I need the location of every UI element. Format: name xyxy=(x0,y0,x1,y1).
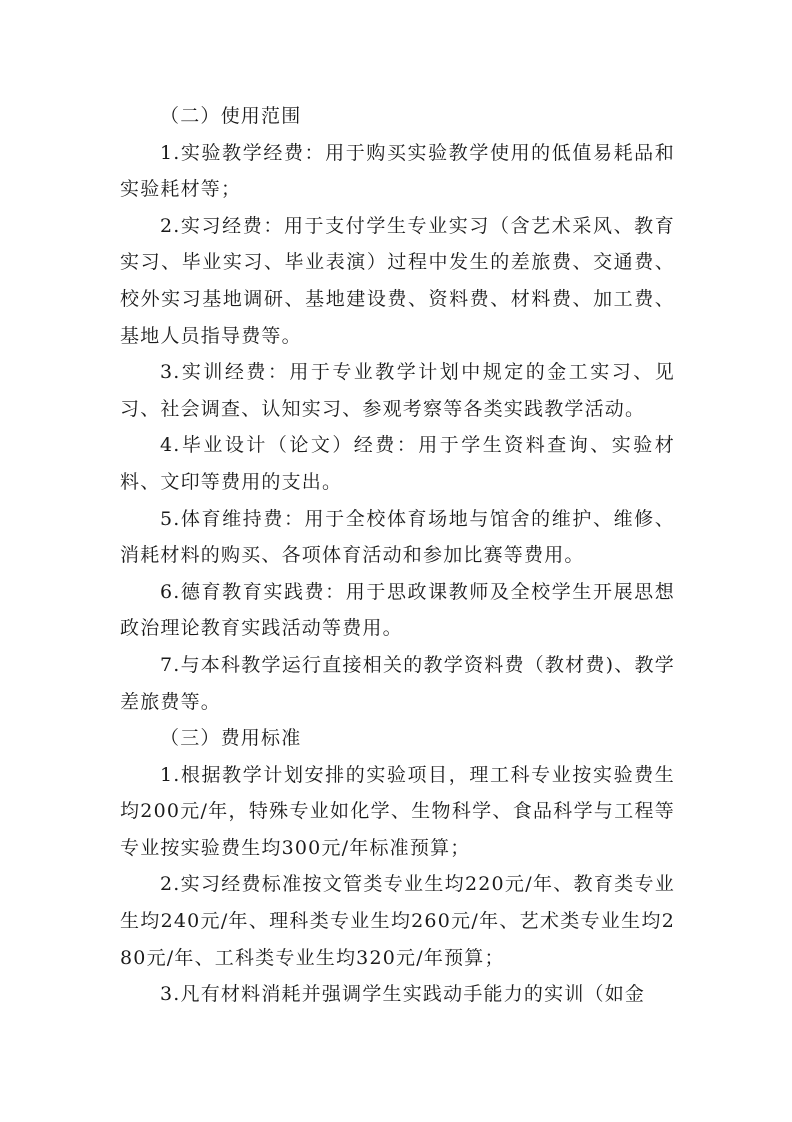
standard-item-1: 1.根据教学计划安排的实验项目，理工科专业按实验费生均200元/年，特殊专业如化学、生物科学、食品科学与工程等专业按实验费生均300元/年标准预算； xyxy=(120,763,675,859)
section-heading-usage: （二）使用范围 xyxy=(160,105,302,127)
document-body xyxy=(120,98,675,1013)
usage-item-1: 1.实验教学经费：用于购买实验教学使用的低值易耗品和实验耗材等； xyxy=(120,141,675,201)
standard-item-3: 3.凡有材料消耗并强调学生实践动手能力的实训（如金 xyxy=(160,983,646,1006)
standard-item-2: 2.实习经费标准按文管类专业生均220元/年、教育类专业生均240元/年、理科类专业生均260元/年、艺术类专业生均280元/年、工科类专业生均320元/年预算； xyxy=(120,873,675,969)
usage-item-5: 5.体育维持费：用于全校体育场地与馆舍的维护、维修、消耗材料的购买、各项体育活动和参加比赛等费用。 xyxy=(120,507,675,567)
usage-item-4: 4.毕业设计（论文）经费：用于学生资料查询、实验材料、文印等费用的支出。 xyxy=(120,434,675,493)
usage-item-6: 6.德育教育实践费：用于思政课教师及全校学生开展思想政治理论教育实践活动等费用。 xyxy=(120,580,675,640)
section-heading-standard: （三）费用标准 xyxy=(160,727,302,750)
usage-item-3: 3.实训经费：用于专业教学计划中规定的金工实习、见习、社会调查、认知实习、参观考察等各类实践教学活动。 xyxy=(120,361,675,420)
usage-item-2: 2.实习经费：用于支付学生专业实习（含艺术采风、教育实习、毕业实习、毕业表演）过程中发生的差旅费、交通费、校外实习基地调研、基地建设费、资料费、材料费、加工费、基地人员指导费等。 xyxy=(120,214,675,347)
usage-item-7: 7.与本科教学运行直接相关的教学资料费（教材费)、教学差旅费等。 xyxy=(120,653,675,713)
